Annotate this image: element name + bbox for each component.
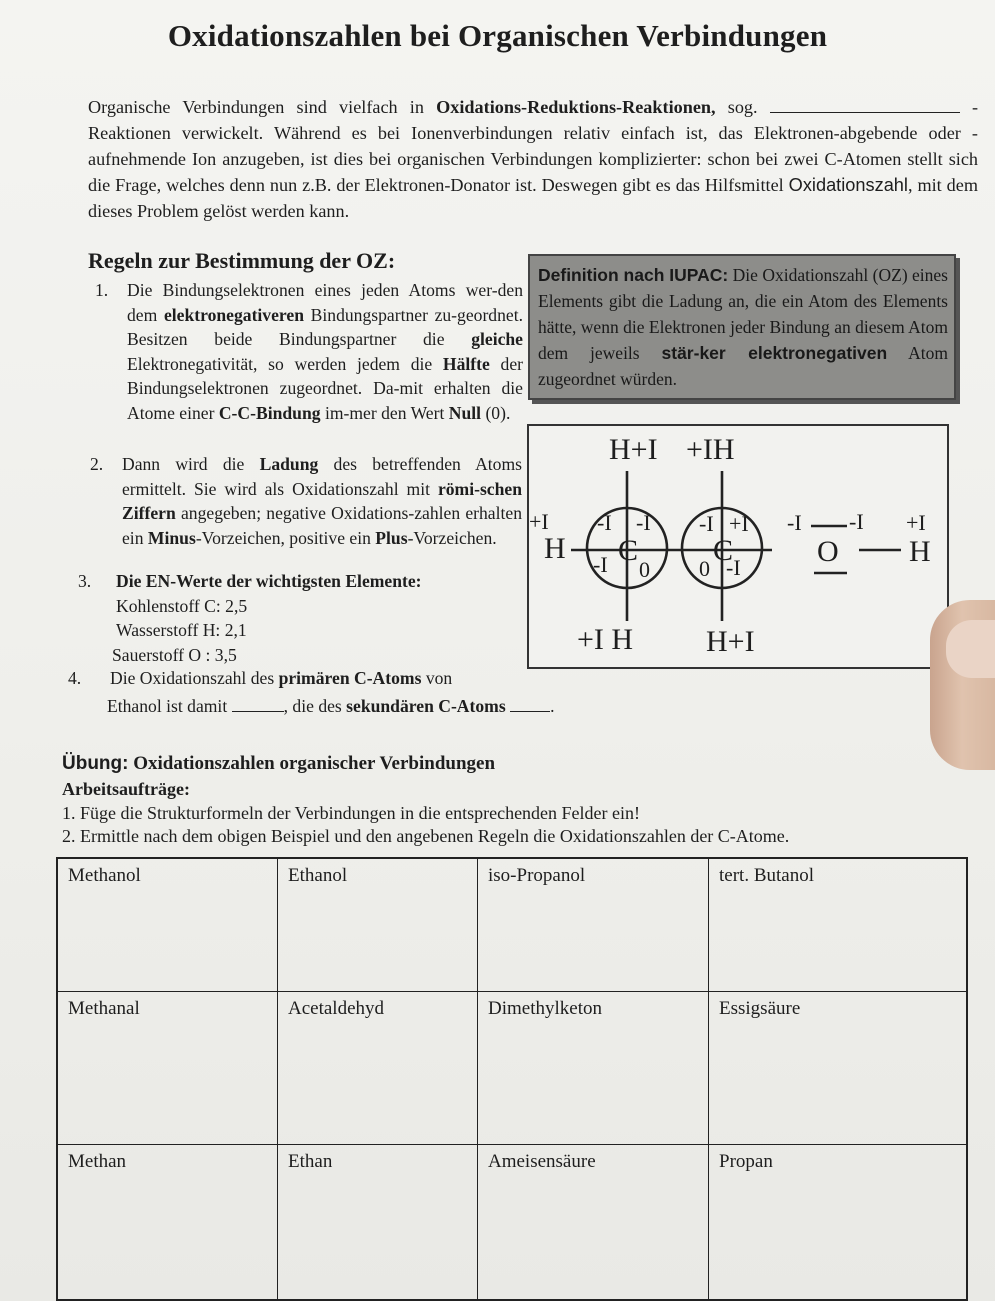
cell-methanal[interactable] [58, 992, 278, 1145]
iupac-text: Atom zugeordnet würden. [538, 343, 949, 389]
cell-methanol[interactable] [58, 859, 278, 992]
rule-2-bold: Minus [147, 527, 196, 548]
intro-paragraph [88, 94, 978, 224]
rule-2 [90, 452, 522, 550]
iupac-definition-box [528, 254, 956, 400]
cell-label: Methanol [68, 865, 141, 886]
exercise-tasks [62, 778, 789, 849]
cell-label: Propan [719, 1151, 773, 1172]
c1-ox-br: 0 [639, 557, 650, 582]
c1-ox-tl: -I [597, 510, 612, 535]
rule-4-text: . [550, 696, 555, 716]
c2-ox-br: -I [726, 555, 741, 580]
bottom-h2: H+I [706, 625, 755, 658]
cell-iso-propanol[interactable] [478, 859, 709, 992]
cell-label: Ethan [288, 1151, 333, 1172]
o-left-ox: -I [787, 510, 802, 535]
cell-ethanol[interactable] [278, 859, 478, 992]
cell-label: Methanal [68, 998, 140, 1019]
intro-text-2: sog. [715, 97, 758, 117]
cell-ameisensaeure[interactable] [478, 1145, 709, 1299]
rule-4-text: Ethanol ist damit [107, 696, 228, 716]
rule-1-text: (0). [481, 402, 511, 423]
rule-1-text: Bindungspartner zu-geordnet. Besitzen beide Bindungspartner die [127, 304, 523, 349]
rule-1-bold: C-C-Bindung [218, 402, 321, 423]
rule-2-text: -Vorzeichen, positive ein [195, 527, 376, 548]
rule-1-bold: Hälfte [442, 353, 490, 374]
carbon-2: C [713, 534, 734, 567]
tasks-heading: Arbeitsaufträge: [62, 779, 190, 799]
bottom-h1: +I H [577, 623, 634, 656]
cell-label: Dimethylketon [488, 998, 602, 1019]
rule-1-text: Elektronegativität, so werden jedem die [127, 353, 443, 374]
rule-4-text: Die Oxidationszahl des [110, 668, 279, 688]
exercise-label: Übung: [62, 753, 129, 774]
rule-2-text: angegeben; negative Oxidations-zahlen erhalten ein [122, 503, 522, 548]
rule-2-text: des betreffenden Atoms ermittelt. Sie wird als Oxidationszahl mit [122, 454, 522, 499]
fill-blank-redox[interactable] [770, 112, 960, 113]
rule-3-heading: Die EN-Werte der wichtigsten Elemente: [116, 571, 422, 591]
rule-2-bold: Plus [375, 527, 408, 548]
rule-1-text: der Bindungselektronen zugeordnet. Da-mit erhalten die Atome einer [127, 353, 523, 423]
intro-bold-redox: Oxidations-Reduktions-Reaktionen, [436, 97, 716, 117]
intro-text-1: Organische Verbindungen sind vielfach in [88, 97, 437, 117]
compounds-table [56, 857, 968, 1301]
exercise-title-text: Oxidationszahlen organischer Verbindungen [128, 753, 496, 774]
cell-label: Acetaldehyd [288, 998, 385, 1019]
cell-label: Ameisensäure [488, 1151, 596, 1172]
left-h: H [544, 532, 566, 565]
cell-tert-butanol[interactable] [709, 859, 966, 992]
task-1: 1. Füge die Strukturformeln der Verbindungen in die entsprechenden Felder ein! [62, 802, 641, 823]
c2-ox-bl: 0 [699, 556, 710, 581]
rule-2-number: 2. [90, 454, 104, 474]
rule-4 [68, 666, 530, 691]
top-h2: +IH [686, 433, 735, 466]
carbon-1: C [618, 534, 639, 567]
rule-3 [78, 569, 516, 667]
cell-methan[interactable] [58, 1145, 278, 1299]
rule-4-continued [107, 694, 667, 719]
ethanol-oxidation-diagram [527, 424, 949, 669]
left-h-ox: +I [529, 509, 549, 534]
rule-1-bold: elektronegativeren [163, 304, 305, 325]
cell-ethan[interactable] [278, 1145, 478, 1299]
top-h1: H+I [609, 433, 658, 466]
rule-4-number: 4. [68, 668, 82, 688]
en-oxygen: Sauerstoff O : 3,5 [112, 644, 237, 665]
rule-4-text: , die des [283, 696, 347, 716]
ethanol-structure-svg [529, 426, 951, 671]
rule-2-bold: römi-schen Ziffern [122, 478, 522, 523]
cell-label: Ethanol [288, 865, 348, 886]
rule-1 [95, 278, 523, 425]
intro-text-3: -Reaktionen verwickelt. Während es bei Ionenverbindungen relativ einfach ist, das Elektronen-abgebende oder -aufnehmende Ion anzugeben, ist dies bei organischen Verbindungen komplizierter: schon bei zwei C-Atomen stellt sich die Frage, welches denn nun z.B. der Elektronen-Donator ist. Deswegen gibt es das Hilfsmittel [88, 97, 979, 195]
cell-label: iso-Propanol [488, 865, 586, 886]
c2-ox-tl: -I [699, 511, 714, 536]
right-h-ox: +I [906, 510, 926, 535]
rule-1-text: Die Bindungselektronen eines jeden Atoms wer-den dem [127, 280, 523, 325]
cell-label: Methan [68, 1151, 127, 1172]
cell-propan[interactable] [709, 1145, 966, 1299]
rule-1-bold: Null [448, 402, 482, 423]
c1-ox-tr: -I [636, 510, 651, 535]
iupac-text: Die Oxidationszahl (OZ) eines Elements gibt die Ladung an, die ein Atom des Elements hätte, wenn die Elektronen jeder Bindung an diesem Atom dem jeweils [538, 265, 948, 363]
page-title: Oxidationszahlen bei Organischen Verbindungen [167, 18, 828, 53]
thumbnail-photo-artifact [946, 620, 995, 678]
fill-blank-primary-c[interactable] [232, 711, 284, 712]
cell-dimethylketon[interactable] [478, 992, 709, 1145]
rule-1-number: 1. [95, 280, 109, 300]
c1-ox-bl: -I [593, 552, 608, 577]
o-right-ox: -I [849, 509, 864, 534]
iupac-bold: stär-ker elektronegativen [661, 343, 888, 363]
rule-2-text: -Vorzeichen. [407, 527, 497, 548]
rule-1-bold: gleiche [471, 329, 523, 349]
rule-2-bold: Ladung [259, 454, 319, 474]
intro-oxidationszahl: Oxidationszahl [788, 175, 908, 195]
rule-4-text: von [421, 668, 453, 688]
intro-text-4: , mit dem dieses Problem gelöst werden kann. [88, 175, 978, 221]
cell-acetaldehyd[interactable] [278, 992, 478, 1145]
right-h: H [909, 535, 931, 568]
iupac-heading: Definition nach IUPAC: [538, 265, 729, 285]
rule-3-number: 3. [78, 571, 92, 591]
cell-label: tert. Butanol [719, 865, 814, 886]
rule-2-text: Dann wird die [122, 454, 260, 474]
oxygen: O [817, 535, 839, 568]
c2-ox-tr: +I [729, 511, 749, 536]
exercise-title [62, 753, 495, 775]
en-hydrogen: Wasserstoff H: 2,1 [116, 620, 247, 640]
fill-blank-secondary-c[interactable] [510, 711, 550, 712]
rules-heading: Regeln zur Bestimmung der OZ: [88, 248, 396, 273]
rule-1-text: im-mer den Wert [320, 402, 449, 423]
cell-essigsaeure[interactable] [709, 992, 966, 1145]
cell-label: Essigsäure [719, 998, 801, 1019]
rule-4-bold: primären C-Atoms [278, 668, 422, 688]
rule-4-bold: sekundären C-Atoms [346, 696, 506, 716]
en-carbon: Kohlenstoff C: 2,5 [116, 595, 248, 616]
task-2: 2. Ermittle nach dem obigen Beispiel und den angebenen Regeln die Oxidationszahlen der C-Atome. [62, 826, 790, 846]
